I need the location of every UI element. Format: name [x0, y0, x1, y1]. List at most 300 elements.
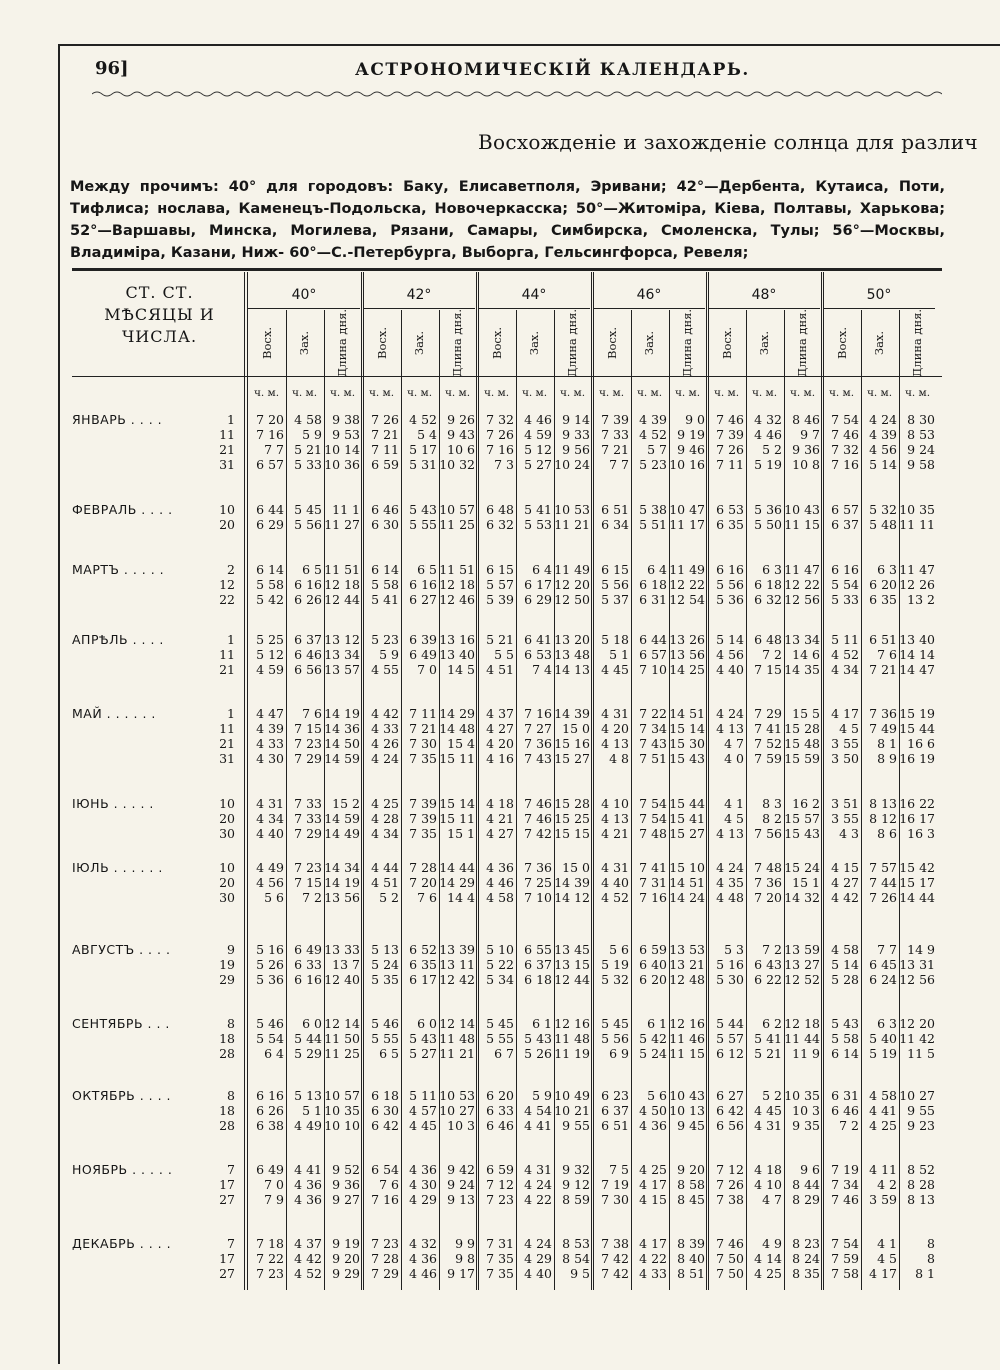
time-cell: 15 19 — [899, 706, 935, 721]
time-cell: 6 45 — [869, 957, 897, 972]
time-cell: 7 44 — [869, 875, 897, 890]
time-cell: 7 3 — [494, 457, 514, 472]
time-cell: 15 43 — [784, 826, 820, 841]
day-number: 11 — [219, 647, 235, 662]
day-number: 7 — [227, 1162, 235, 1177]
day-number: 12 — [219, 577, 235, 592]
time-column — [285, 796, 322, 841]
time-cell: 7 32 — [486, 412, 514, 427]
time-cell: 6 35 — [716, 517, 744, 532]
time-column — [860, 1088, 897, 1133]
time-cell: 7 29 — [294, 826, 322, 841]
time-cell: 4 13 — [601, 736, 629, 751]
time-cell: 9 42 — [447, 1162, 475, 1177]
time-column — [668, 1088, 705, 1133]
time-column — [362, 632, 399, 677]
day-number: 9 — [227, 942, 235, 957]
unit-label: ч. м. — [253, 387, 280, 399]
time-column — [707, 796, 744, 841]
unit-label: ч. м. — [559, 387, 586, 399]
time-cell: 4 25 — [869, 1118, 897, 1133]
time-cell: 5 11 — [831, 632, 859, 647]
time-cell: 9 56 — [562, 442, 590, 457]
time-cell: 10 10 — [324, 1118, 360, 1133]
day-number: 17 — [219, 1251, 235, 1266]
sub-header-label: Зах. — [757, 330, 772, 356]
time-column — [438, 942, 475, 987]
time-cell: 6 16 — [294, 577, 322, 592]
time-cell: 7 6 — [417, 890, 437, 905]
time-column — [553, 942, 590, 987]
time-cell: 10 3 — [447, 1118, 475, 1133]
month-name: СЕНТЯБРЬ . . . — [72, 1016, 170, 1031]
day-number: 10 — [219, 502, 235, 517]
day-number: 28 — [219, 1118, 235, 1133]
time-cell: 15 27 — [554, 751, 590, 766]
time-column — [285, 412, 322, 472]
time-cell: 5 46 — [256, 1016, 284, 1031]
time-cell: 3 50 — [831, 751, 859, 766]
time-cell: 13 21 — [669, 957, 705, 972]
unit-label: ч. м. — [866, 387, 893, 399]
time-column — [362, 1088, 399, 1133]
time-cell: 6 30 — [371, 1103, 399, 1118]
time-cell: 13 56 — [669, 647, 705, 662]
time-cell: 4 44 — [371, 860, 399, 875]
month-column-header — [72, 282, 247, 348]
time-column — [477, 1016, 514, 1061]
time-column — [400, 706, 437, 766]
time-cell: 6 53 — [716, 502, 744, 517]
time-cell: 11 25 — [324, 1046, 360, 1061]
day-number: 21 — [219, 442, 235, 457]
time-column — [515, 860, 552, 905]
time-column — [822, 942, 859, 987]
time-cell: 9 52 — [332, 1162, 360, 1177]
time-cell: 7 33 — [601, 427, 629, 442]
sub-header — [363, 316, 400, 370]
time-cell: 7 52 — [754, 736, 782, 751]
time-cell: 5 42 — [639, 1031, 667, 1046]
page-title: АСТРОНОМИЧЕСКІЙ КАЛЕНДАРЬ. — [355, 60, 750, 80]
time-column — [783, 796, 820, 841]
latitude-header: 50° — [866, 287, 892, 303]
time-cell: 11 21 — [439, 1046, 475, 1061]
time-column — [553, 632, 590, 677]
time-cell: 15 28 — [784, 721, 820, 736]
time-cell: 8 29 — [792, 1192, 820, 1207]
time-column — [630, 1088, 667, 1133]
time-column — [668, 942, 705, 987]
time-cell: 5 56 — [716, 577, 744, 592]
time-column — [630, 562, 667, 607]
time-cell: 11 15 — [784, 517, 820, 532]
time-column — [707, 1236, 744, 1281]
time-cell: 9 14 — [562, 412, 590, 427]
time-cell: 10 14 — [324, 442, 360, 457]
time-cell: 14 39 — [554, 875, 590, 890]
time-column — [630, 1162, 667, 1207]
time-cell: 5 19 — [601, 957, 629, 972]
time-cell: 15 1 — [792, 875, 820, 890]
time-cell: 4 40 — [716, 662, 744, 677]
time-column — [247, 1016, 284, 1061]
time-column — [745, 1016, 782, 1061]
time-cell: 15 17 — [899, 875, 935, 890]
time-cell: 4 52 — [601, 890, 629, 905]
time-column — [285, 860, 322, 905]
time-cell: 15 43 — [669, 751, 705, 766]
time-cell: 11 11 — [899, 517, 935, 532]
time-cell: 9 29 — [332, 1266, 360, 1281]
time-cell: 6 16 — [256, 1088, 284, 1103]
time-column — [822, 1236, 859, 1281]
time-cell: 11 51 — [324, 562, 360, 577]
sub-header — [478, 316, 515, 370]
time-cell: 4 39 — [639, 412, 667, 427]
time-cell: 5 6 — [264, 890, 284, 905]
time-cell: 7 20 — [754, 890, 782, 905]
time-cell: 5 4 — [417, 427, 437, 442]
time-cell: 14 5 — [447, 662, 475, 677]
time-cell: 4 56 — [869, 442, 897, 457]
time-cell: 14 44 — [899, 890, 935, 905]
time-cell: 9 35 — [792, 1118, 820, 1133]
time-cell: 7 26 — [371, 412, 399, 427]
time-cell: 16 22 — [899, 796, 935, 811]
time-cell: 8 13 — [869, 796, 897, 811]
time-column — [668, 412, 705, 472]
time-cell: 7 50 — [716, 1266, 744, 1281]
time-cell: 5 13 — [294, 1088, 322, 1103]
time-column — [898, 412, 935, 472]
time-cell: 6 46 — [486, 1118, 514, 1133]
time-cell: 8 59 — [562, 1192, 590, 1207]
time-cell: 7 54 — [639, 796, 667, 811]
sub-header-label: Длина дня. — [565, 308, 580, 378]
time-column — [822, 1088, 859, 1133]
time-column — [438, 1162, 475, 1207]
time-cell: 4 2 — [877, 1177, 897, 1192]
time-cell: 15 15 — [554, 826, 590, 841]
time-cell: 4 58 — [486, 890, 514, 905]
day-number: 10 — [219, 796, 235, 811]
time-cell: 4 27 — [831, 875, 859, 890]
sub-header-label: Зах. — [642, 330, 657, 356]
time-column — [860, 632, 897, 677]
time-cell: 9 23 — [907, 1118, 935, 1133]
time-cell: 8 — [927, 1236, 935, 1251]
time-cell: 6 41 — [524, 632, 552, 647]
time-cell: 4 52 — [294, 1266, 322, 1281]
time-cell: 6 56 — [716, 1118, 744, 1133]
time-cell: 7 33 — [294, 811, 322, 826]
time-cell: 6 15 — [486, 562, 514, 577]
time-cell: 6 34 — [601, 517, 629, 532]
time-column — [285, 502, 322, 532]
time-cell: 6 44 — [256, 502, 284, 517]
day-number: 27 — [219, 1192, 235, 1207]
time-cell: 12 20 — [554, 577, 590, 592]
time-column — [592, 796, 629, 841]
time-cell: 9 24 — [907, 442, 935, 457]
time-cell: 7 28 — [409, 860, 437, 875]
time-cell: 4 35 — [716, 875, 744, 890]
time-column — [783, 412, 820, 472]
time-cell: 7 46 — [524, 796, 552, 811]
time-cell: 4 24 — [869, 412, 897, 427]
sub-header-label: Зах. — [297, 330, 312, 356]
time-cell: 10 57 — [439, 502, 475, 517]
time-cell: 7 28 — [371, 1251, 399, 1266]
time-cell: 7 59 — [831, 1251, 859, 1266]
time-column — [285, 1088, 322, 1133]
time-cell: 8 28 — [907, 1177, 935, 1192]
time-column — [323, 502, 360, 532]
time-column — [323, 562, 360, 607]
sub-header — [516, 316, 553, 370]
time-cell: 5 48 — [869, 517, 897, 532]
time-cell: 7 11 — [716, 457, 744, 472]
time-cell: 7 2 — [302, 890, 322, 905]
time-cell: 6 31 — [639, 592, 667, 607]
time-column — [707, 1162, 744, 1207]
time-cell: 4 41 — [524, 1118, 552, 1133]
time-cell: 5 29 — [294, 1046, 322, 1061]
time-cell: 5 9 — [302, 427, 322, 442]
time-cell: 5 55 — [486, 1031, 514, 1046]
time-cell: 5 43 — [409, 1031, 437, 1046]
time-column — [745, 796, 782, 841]
time-cell: 14 51 — [669, 706, 705, 721]
time-cell: 7 26 — [716, 442, 744, 457]
time-column — [822, 632, 859, 677]
time-cell: 7 29 — [294, 751, 322, 766]
time-cell: 7 36 — [754, 875, 782, 890]
time-cell: 7 46 — [831, 1192, 859, 1207]
time-cell: 5 36 — [716, 592, 744, 607]
time-cell: 4 1 — [724, 796, 744, 811]
time-cell: 10 36 — [324, 457, 360, 472]
time-cell: 4 41 — [869, 1103, 897, 1118]
time-cell: 6 38 — [256, 1118, 284, 1133]
day-number: 1 — [227, 706, 235, 721]
day-number: 29 — [219, 972, 235, 987]
time-cell: 7 42 — [524, 826, 552, 841]
time-cell: 3 51 — [831, 796, 859, 811]
sub-header-label: Восх. — [374, 327, 389, 359]
time-column — [362, 1162, 399, 1207]
time-column — [707, 1088, 744, 1133]
time-cell: 7 23 — [294, 736, 322, 751]
time-cell: 8 6 — [877, 826, 897, 841]
time-cell: 14 25 — [669, 662, 705, 677]
time-cell: 9 19 — [332, 1236, 360, 1251]
time-cell: 5 23 — [371, 632, 399, 647]
time-cell: 13 33 — [324, 942, 360, 957]
time-cell: 7 2 — [762, 647, 782, 662]
time-column — [362, 502, 399, 532]
time-column — [592, 562, 629, 607]
time-cell: 7 27 — [524, 721, 552, 736]
time-cell: 16 6 — [907, 736, 935, 751]
sub-header-label: Восх. — [834, 327, 849, 359]
time-cell: 14 49 — [324, 826, 360, 841]
time-cell: 14 59 — [324, 751, 360, 766]
time-column — [362, 412, 399, 472]
time-cell: 5 55 — [371, 1031, 399, 1046]
time-column — [707, 860, 744, 905]
time-cell: 7 46 — [831, 427, 859, 442]
time-cell: 5 24 — [639, 1046, 667, 1061]
time-cell: 4 16 — [486, 751, 514, 766]
time-cell: 5 34 — [486, 972, 514, 987]
time-column — [400, 562, 437, 607]
time-cell: 7 16 — [256, 427, 284, 442]
time-column — [745, 632, 782, 677]
time-cell: 4 27 — [486, 721, 514, 736]
time-cell: 10 53 — [439, 1088, 475, 1103]
unit-label: ч. м. — [751, 387, 778, 399]
time-cell: 5 26 — [524, 1046, 552, 1061]
time-cell: 5 41 — [754, 1031, 782, 1046]
time-cell: 5 24 — [371, 957, 399, 972]
day-number: 27 — [219, 1266, 235, 1281]
time-cell: 5 30 — [716, 972, 744, 987]
time-cell: 7 23 — [371, 1236, 399, 1251]
time-cell: 14 24 — [669, 890, 705, 905]
time-column — [592, 1162, 629, 1207]
time-column — [630, 796, 667, 841]
time-cell: 6 33 — [294, 957, 322, 972]
time-cell: 7 49 — [869, 721, 897, 736]
time-cell: 4 42 — [371, 706, 399, 721]
time-cell: 8 53 — [907, 427, 935, 442]
time-cell: 4 34 — [371, 826, 399, 841]
time-cell: 6 27 — [716, 1088, 744, 1103]
time-cell: 13 59 — [784, 942, 820, 957]
time-cell: 7 22 — [639, 706, 667, 721]
time-cell: 7 31 — [639, 875, 667, 890]
time-column — [630, 412, 667, 472]
time-cell: 6 59 — [371, 457, 399, 472]
header-line: МѢСЯЦЫ И — [104, 305, 215, 324]
time-cell: 12 18 — [784, 1016, 820, 1031]
time-cell: 4 33 — [256, 736, 284, 751]
day-number: 30 — [219, 826, 235, 841]
time-cell: 7 26 — [486, 427, 514, 442]
time-cell: 8 2 — [762, 811, 782, 826]
time-cell: 6 44 — [639, 632, 667, 647]
time-cell: 13 2 — [907, 592, 935, 607]
time-cell: 4 48 — [716, 890, 744, 905]
time-cell: 7 57 — [869, 860, 897, 875]
time-cell: 9 32 — [562, 1162, 590, 1177]
time-cell: 7 12 — [716, 1162, 744, 1177]
time-column — [898, 1016, 935, 1061]
day-number: 20 — [219, 875, 235, 890]
month-name: ІЮЛЬ . . . . . . — [72, 860, 163, 875]
time-cell: 4 11 — [869, 1162, 897, 1177]
unit-label: ч. м. — [598, 387, 625, 399]
time-cell: 6 46 — [294, 647, 322, 662]
time-cell: 4 33 — [371, 721, 399, 736]
day-number: 31 — [219, 751, 235, 766]
time-column — [822, 502, 859, 532]
time-cell: 6 18 — [639, 577, 667, 592]
time-cell: 9 9 — [455, 1236, 475, 1251]
time-column — [707, 632, 744, 677]
time-cell: 7 31 — [486, 1236, 514, 1251]
time-cell: 5 51 — [639, 517, 667, 532]
time-cell: 10 24 — [554, 457, 590, 472]
time-column — [707, 706, 744, 766]
time-cell: 5 31 — [409, 457, 437, 472]
time-cell: 9 53 — [332, 427, 360, 442]
time-cell: 5 45 — [601, 1016, 629, 1031]
time-cell: 7 12 — [486, 1177, 514, 1192]
month-name: НОЯБРЬ . . . . . — [72, 1162, 173, 1177]
time-cell: 12 42 — [439, 972, 475, 987]
time-cell: 15 24 — [784, 860, 820, 875]
time-cell: 13 57 — [324, 662, 360, 677]
time-column — [745, 412, 782, 472]
time-column — [860, 502, 897, 532]
day-number: 1 — [227, 412, 235, 427]
time-cell: 15 0 — [562, 860, 590, 875]
time-cell: 9 0 — [685, 412, 705, 427]
time-column — [477, 1162, 514, 1207]
time-cell: 5 42 — [256, 592, 284, 607]
time-cell: 4 41 — [294, 1162, 322, 1177]
time-cell: 4 46 — [524, 412, 552, 427]
time-cell: 7 16 — [831, 457, 859, 472]
time-column — [592, 412, 629, 472]
time-column — [898, 796, 935, 841]
time-cell: 14 9 — [907, 942, 935, 957]
month-name: ЯНВАРЬ . . . . — [72, 412, 163, 427]
time-column — [860, 942, 897, 987]
time-cell: 5 41 — [371, 592, 399, 607]
time-cell: 9 20 — [677, 1162, 705, 1177]
day-list — [219, 1162, 235, 1207]
time-cell: 9 24 — [447, 1177, 475, 1192]
time-column — [400, 1162, 437, 1207]
sub-header — [593, 316, 630, 370]
time-cell: 15 16 — [554, 736, 590, 751]
time-column — [630, 860, 667, 905]
time-cell: 5 21 — [294, 442, 322, 457]
day-number: 11 — [219, 721, 235, 736]
time-cell: 5 27 — [409, 1046, 437, 1061]
time-cell: 5 53 — [524, 517, 552, 532]
time-cell: 7 51 — [639, 751, 667, 766]
time-column — [438, 1236, 475, 1281]
time-cell: 4 15 — [831, 860, 859, 875]
time-cell: 10 13 — [669, 1103, 705, 1118]
time-cell: 6 24 — [869, 972, 897, 987]
month-name: МАРТЪ . . . . . — [72, 562, 165, 577]
time-cell: 6 20 — [869, 577, 897, 592]
time-column — [323, 860, 360, 905]
sub-header — [746, 316, 783, 370]
time-cell: 9 36 — [332, 1177, 360, 1192]
time-cell: 11 47 — [899, 562, 935, 577]
time-column — [745, 706, 782, 766]
time-cell: 5 57 — [486, 577, 514, 592]
time-cell: 6 57 — [831, 502, 859, 517]
time-cell: 7 18 — [256, 1236, 284, 1251]
